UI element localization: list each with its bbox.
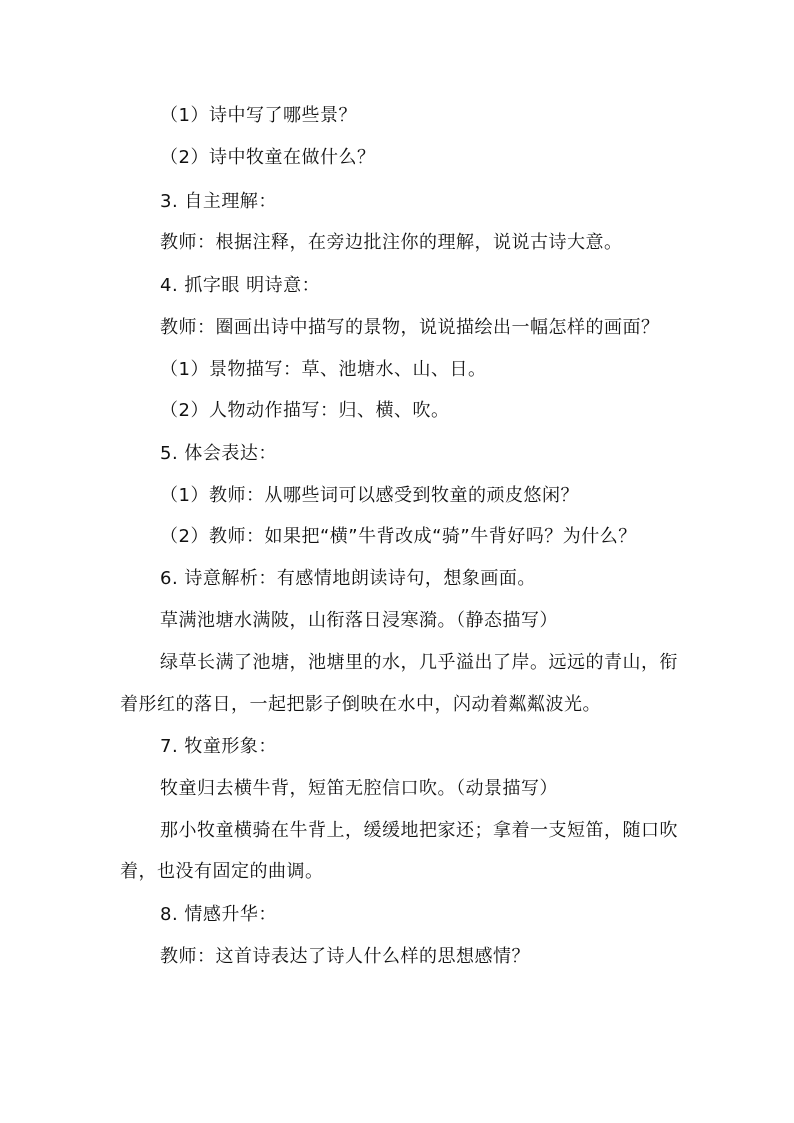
interpretation-2-part-2: 着，也没有固定的曲调。 [120, 861, 324, 882]
question-herdboy: （2）诗中牧童在做什么？ [160, 147, 376, 168]
interpretation-1-part-2: 着彤红的落日，一起把影子倒映在水中，闪动着粼粼波光。 [120, 694, 601, 715]
interpretation-2-part-1: 那小牧童横骑在牛背上，缓缓地把家还；拿着一支短笛，随口吹 [160, 820, 678, 841]
interpretation-1-part-1: 绿草长满了池塘，池塘里的水，几乎溢出了岸。远远的青山，衔 [160, 652, 678, 673]
section-8-heading: 8. 情感升华： [160, 904, 277, 925]
question-scenery: （1）诗中写了哪些景？ [160, 105, 357, 126]
section-5-heading: 5. 体会表达： [160, 443, 277, 464]
section-3-heading: 3. 自主理解： [160, 191, 277, 212]
teacher-question-1: （1）教师：从哪些词可以感受到牧童的顽皮悠闲？ [160, 485, 579, 506]
teacher-emotion-question: 教师：这首诗表达了诗人什么样的思想感情？ [160, 946, 530, 967]
teacher-annotation-prompt: 教师：根据注释，在旁边批注你的理解，说说古诗大意。 [160, 232, 623, 253]
poem-line-1: 草满池塘水满陂，山衔落日浸寒漪。（静态描写） [160, 610, 558, 631]
section-7-heading: 7. 牧童形象： [160, 736, 277, 757]
teacher-question-2: （2）教师：如果把“横”牛背改成“骑”牛背好吗？为什么？ [160, 526, 637, 547]
action-description: （2）人物动作描写：归、横、吹。 [160, 400, 450, 421]
section-6-heading: 6. 诗意解析：有感情地朗读诗句，想象画面。 [160, 568, 536, 589]
poem-line-2: 牧童归去横牛背，短笛无腔信口吹。（动景描写） [160, 778, 558, 799]
teacher-circle-prompt: 教师：圈画出诗中描写的景物，说说描绘出一幅怎样的画面？ [160, 317, 660, 338]
scenery-description: （1）景物描写：草、池塘水、山、日。 [160, 359, 487, 380]
section-4-heading: 4. 抓字眼 明诗意： [160, 275, 321, 296]
